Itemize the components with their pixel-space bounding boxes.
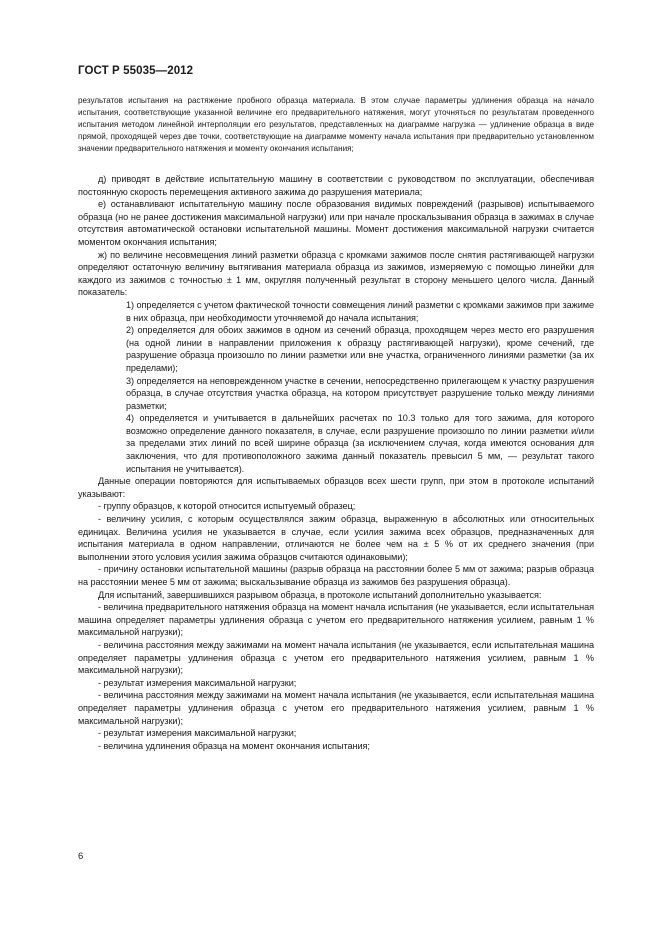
subitem-3: 3) определяется на неповрежденном участке в сечении, непосредственно прилегающем к участку разрушения образца, в случае отсутствия участка образца, на котором присутствует разрушение только между линиями разметки; xyxy=(126,375,594,411)
list-item-group: - группу образцов, к которой относится испытуемый образец; xyxy=(98,501,356,512)
main-content xyxy=(78,173,594,752)
item-zh: ж) по величине несовмещения линий разметки образца с кромками зажимов после снятия растягивающей нагрузки определяют остаточную величину вытягивания материала образца из зажимов, измеряемую с помощью линейки для каждого из зажимов с точностью ± 1 мм, округляя полученный результат в сторону меньшего целого числа. Данный показатель: xyxy=(78,249,594,298)
list-item-pretension: - величина предварительного натяжения образца на момент начала испытания (не указывается, если испытательная машина определяет параметры удлинения образца с учетом его предварительного натяжения усилием, равным 1 % максимальной нагрузки); xyxy=(78,602,594,638)
list-item-clamp-distance-2: - величина расстояния между зажимами на момент начала испытания (не указывается, если испытательная машина определяет параметры удлинения образца с учетом его предварительного натяжения усилием, равным 1 % максимальной нагрузки); xyxy=(78,690,594,726)
list-item-max-load-2: - результат измерения максимальной нагрузки; xyxy=(98,728,297,739)
subitem-1: 1) определяется с учетом фактической точности совмещения линий разметки с кромками зажимов при зажиме в них образца, при необходимости уточняемой до начала испытания; xyxy=(126,299,594,323)
item-e: е) останавливают испытательную машину после образования видимых повреждений (разрывов) испытываемого образца (но не ранее достижения максимальной нагрузки) или при начале проскальзывания образца в зажимах в случае отсутствия автоматической остановки испытательной машины. Момент достижения максимальной нагрузки считается моментом окончания испытания; xyxy=(78,199,594,247)
list-item-max-load: - результат измерения максимальной нагрузки; xyxy=(98,677,297,688)
intro-text: результатов испытания на растяжение пробного образца материала. В этом случае параметры удлинения образца на начало испытания, соответствующие указанной величине его предварительного натяжения, могут уточняться по результатам проведенного испытания методом линейной интерполяции его результатов, представленных на диаграмме нагрузка — удлинение образца в виде прямой, проходящей через две точки, соответствующие на диаграмме моменту начала испытания при предварительно установленном значении предварительного натяжения и моменту окончания испытания; xyxy=(78,96,594,154)
subitem-4: 4) определяется и учитывается в дальнейших расчетах по 10.3 только для того зажима, для которого возможно определение данного показателя, в случае, если разрушение произошло по линии разметки и/или за пределами этих линий по всей ширине образца (за исключением случая, когда имеются основания для заключения, что для противоположного зажима данный показатель превысил 5 мм, — результат такого испытания не учитывается). xyxy=(126,413,594,474)
list-item-elongation: - величина удлинения образца на момент окончания испытания; xyxy=(98,740,370,751)
list-item-force: - величину усилия, с которым осуществлялся зажим образца, выраженную в абсолютных или относительных единицах. Величина усилия не указывается в случае, если усилия зажима всех образцов, предназначенных для испытания материала в одном направлении, отличаются не более чем на ± 5 % от их среднего значения (при выполнении этого условия усилия зажима образцов считаются одинаковыми); xyxy=(78,514,594,562)
intro-paragraph xyxy=(78,95,594,155)
subitem-2: 2) определяется для обоих зажимов в одном из сечений образца, проходящем через место его разрушения (на одной линии в направлении приложения к образцу растягивающей нагрузки), кроме сечений, где разрушение образца произошло по линии разметки или вне участка, ограниченного линиями разметки (за их пределами); xyxy=(126,325,594,373)
paragraph-rupture: Для испытаний, завершившихся разрывом образца, в протоколе испытаний дополнительно указывается: xyxy=(98,589,542,600)
paragraph-operations: Данные операции повторяются для испытываемых образцов всех шести групп, при этом в протоколе испытаний указывают: xyxy=(78,476,594,499)
list-item-stop-reason: - причину остановки испытательной машины (разрыв образца на расстоянии более 5 мм от зажима; разрыв образца на расстоянии менее 5 мм от зажима; выскальзывание образца из зажимов без разрушения образца). xyxy=(78,564,594,587)
item-d: д) приводят в действие испытательную машину в соответствии с руководством по эксплуатации, обеспечивая постоянную скорость перемещения активного зажима до разрушения материала; xyxy=(78,174,594,197)
page-number: 6 xyxy=(78,851,84,862)
list-item-clamp-distance: - величина расстояния между зажимами на момент начала испытания (не указывается, если испытательная машина определяет параметры удлинения образца с учетом его предварительного натяжения усилием, равным 1 % максимальной нагрузки); xyxy=(78,639,594,676)
document-header: ГОСТ Р 55035—2012 xyxy=(78,65,194,77)
